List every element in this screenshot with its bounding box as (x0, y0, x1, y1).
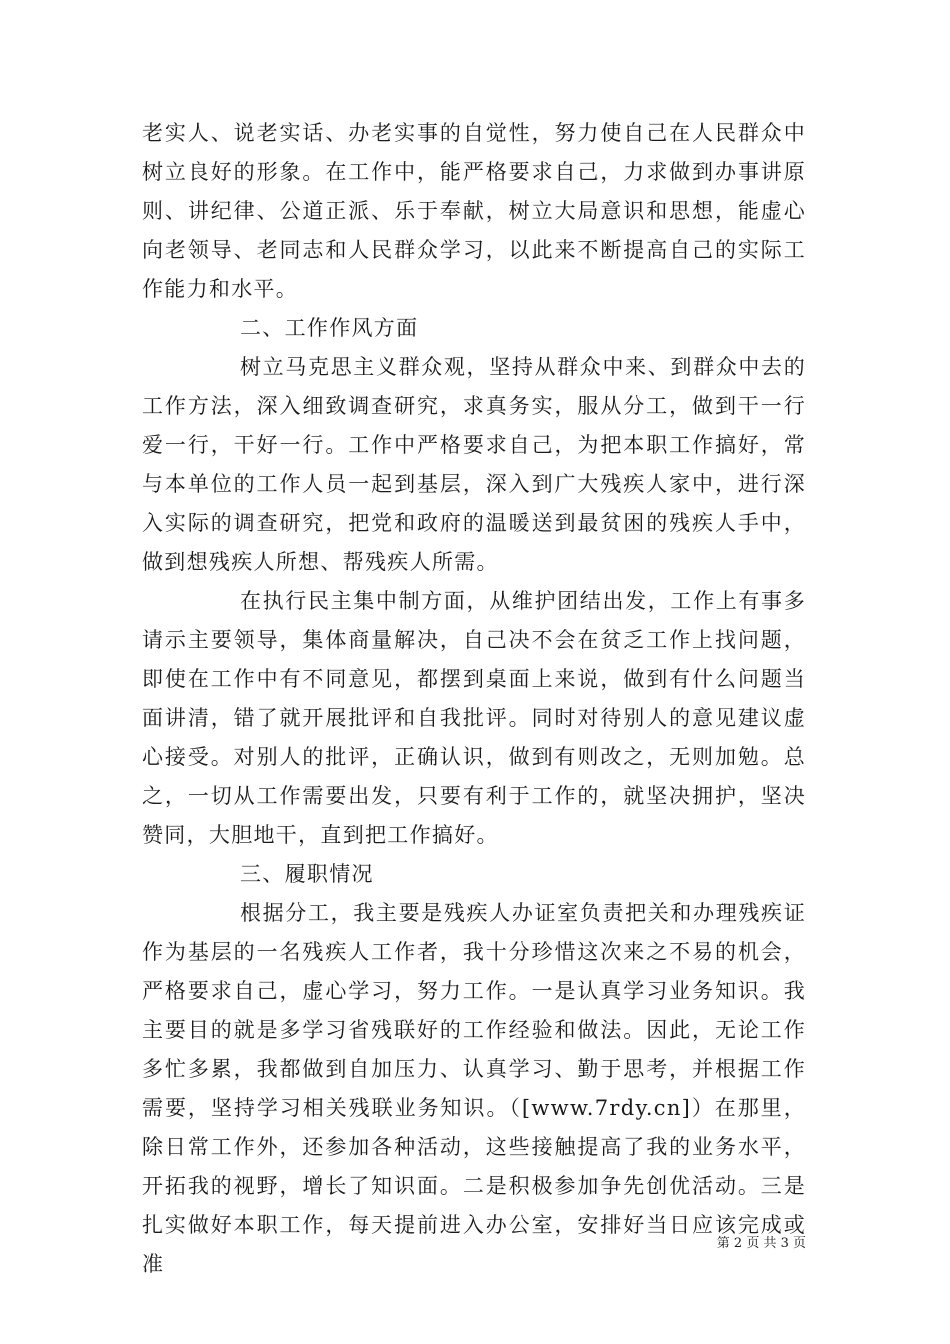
paragraph-continuation: 老实人、说老实话、办老实事的自觉性，努力使自己在人民群众中树立良好的形象。在工作中，能严格要求自己，力求做到办事讲原则、讲纪律、公道正派、乐于奉献，树立大局意识和思想，能虚心向老领导、老同志和人民群众学习，以此来不断提高自己的实际工作能力和水平。 (142, 121, 806, 301)
document-body (142, 114, 806, 1284)
section-heading-work-style: 二、工作作风方面 (240, 316, 419, 340)
paragraph-democratic-centralism: 在执行民主集中制方面，从维护团结出发，工作上有事多请示主要领导，集体商量解决，自己决不会在贫乏工作上找问题，即使在工作中有不同意见，都摆到桌面上来说，做到有什么问题当面讲清，错了就开展批评和自我批评。同时对待别人的意见建议虚心接受。对别人的批评，正确认识，做到有则改之，无则加勉。总之，一切从工作需要出发，只要有利于工作的，就坚决拥护，坚决赞同，大胆地干，直到把工作搞好。 (142, 589, 806, 847)
paragraph-mass-view: 树立马克思主义群众观，坚持从群众中来、到群众中去的工作方法，深入细致调查研究，求真务实，服从分工，做到干一行爱一行，干好一行。工作中严格要求自己，为把本职工作搞好，常与本单位的工作人员一起到基层，深入到广大残疾人家中，进行深入实际的调查研究，把党和政府的温暖送到最贫困的残疾人手中，做到想残疾人所想、帮残疾人所需。 (142, 355, 806, 574)
page-number-footer: 第 2 页 共 3 页 (716, 1236, 806, 1251)
paragraph-duty-details: 根据分工，我主要是残疾人办证室负责把关和办理残疾证作为基层的一名残疾人工作者，我十分珍惜这次来之不易的机会，严格要求自己，虚心学习，努力工作。一是认真学习业务知识。我主要目的就是多学习省残联好的工作经验和做法。因此，无论工作多忙多累，我都做到自加压力、认真学习、勤于思考，并根据工作需要，坚持学习相关残联业务知识。（[www.7rdy.cn]）在那里，除日常工作外，还参加各种活动，这些接触提高了我的业务水平，开拓我的视野，增长了知识面。二是积极参加争先创优活动。三是扎实做好本职工作，每天提前进入办公室，安排好当日应该完成或准 (142, 901, 806, 1276)
section-heading-duty: 三、履职情况 (240, 862, 374, 886)
